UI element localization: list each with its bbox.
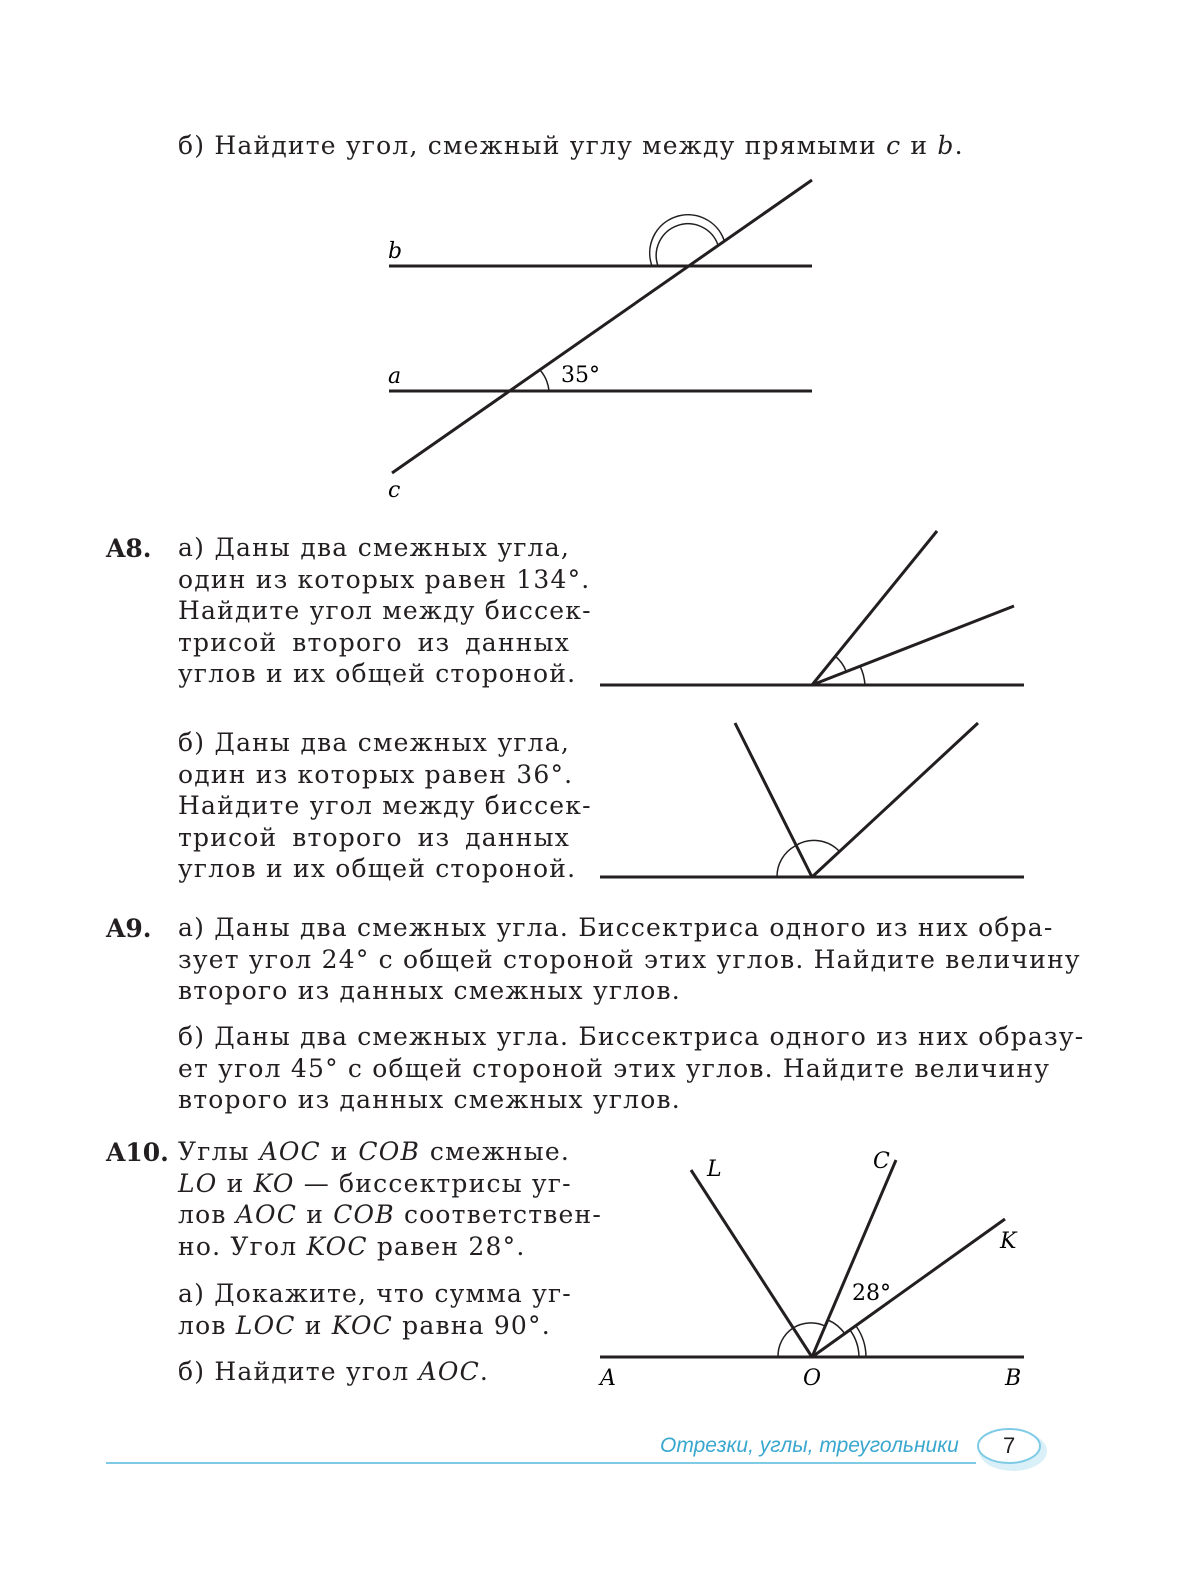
problem-a10-label: A10.	[106, 1138, 169, 1167]
t: — биссектрисы уг-	[294, 1168, 572, 1198]
problem-a9a	[178, 912, 1081, 1007]
angle-name: KOC	[306, 1231, 368, 1261]
a8a-line: углов и их общей стороной.	[178, 659, 577, 688]
label-b: b	[388, 239, 403, 264]
angle-arc	[835, 656, 846, 671]
label-B: B	[1005, 1366, 1022, 1391]
var-c: c	[886, 131, 902, 160]
angle-arc-double	[856, 1326, 866, 1357]
angle-name: LOC	[235, 1310, 296, 1340]
a10a-line	[178, 1310, 570, 1342]
angle-arc-35	[540, 370, 549, 391]
angle-arc-inner	[656, 224, 718, 266]
t: соответствен-	[394, 1200, 603, 1229]
problem-a10-statement	[178, 1136, 603, 1262]
label-a: a	[388, 364, 402, 389]
t: б) Найдите угол	[178, 1357, 419, 1386]
angle-28-label: 28°	[852, 1281, 891, 1306]
problem-a10a	[178, 1278, 570, 1341]
a9a-line: второго из данных смежных углов.	[178, 976, 681, 1005]
a8b-line: трисой второго из данных	[178, 822, 570, 852]
a8a-line: трисой второго из данных	[178, 627, 570, 657]
footer-title: Отрезки, углы, треугольники	[660, 1434, 959, 1457]
angle-name: COB	[358, 1137, 421, 1166]
t: Углы	[178, 1137, 260, 1166]
angle-name: AOC	[259, 1137, 321, 1166]
a9b-line: второго из данных смежных углов.	[178, 1085, 681, 1114]
t: равен 28°.	[367, 1231, 526, 1261]
ray-ol	[691, 1170, 812, 1357]
a8b-line: Найдите угол между биссек-	[178, 791, 592, 820]
a8b-line: один из которых равен 36°.	[178, 759, 574, 789]
intro-text: б) Найдите угол, смежный углу между прямыми	[178, 131, 887, 160]
a9a-line: зует угол 24° с общей стороной этих углов. Найдите величину	[178, 944, 1081, 974]
t: .	[479, 1357, 490, 1386]
a9a-line: а) Даны два смежных угла. Биссектриса одного из них обра-	[178, 913, 1054, 942]
angle-arc	[860, 666, 865, 685]
angle-name: KOC	[331, 1310, 393, 1340]
figure-a8a	[590, 525, 1040, 700]
t: и	[297, 1200, 334, 1229]
t: но. Угол	[178, 1231, 307, 1261]
period: .	[954, 131, 964, 160]
segment-name: LO	[178, 1168, 218, 1198]
a9b-line: б) Даны два смежных угла. Биссектриса одного из них образу-	[178, 1022, 1085, 1051]
t: равна 90°.	[392, 1310, 551, 1340]
problem-a8-label: A8.	[106, 534, 152, 563]
figure-a10	[590, 1140, 1040, 1400]
angle-arc-double	[850, 1330, 859, 1357]
angle-arc	[793, 1323, 825, 1328]
segment-name: KO	[253, 1168, 295, 1198]
angle-arc	[777, 846, 795, 877]
problem-a9-label: A9.	[106, 914, 152, 943]
line-c	[392, 180, 812, 473]
t: и	[217, 1168, 254, 1198]
t: и	[320, 1137, 359, 1166]
label-C: C	[873, 1149, 890, 1174]
a8a-line: а) Даны два смежных угла,	[178, 533, 570, 562]
a10-line	[178, 1199, 603, 1231]
ray-side	[812, 723, 978, 877]
problem-a10b	[178, 1356, 489, 1388]
t: и	[295, 1310, 332, 1340]
angle-35-label: 35°	[561, 363, 600, 388]
label-c: c	[388, 478, 401, 503]
t: лов	[178, 1310, 236, 1340]
a8b-line: углов и их общей стороной.	[178, 854, 577, 883]
label-K: K	[1000, 1229, 1017, 1254]
a10-line	[178, 1168, 570, 1200]
conj: и	[901, 131, 938, 160]
a10-line	[178, 1136, 570, 1168]
figure-a8b	[590, 715, 1040, 890]
problem-a9b	[178, 1021, 1085, 1116]
problem-a8b	[178, 727, 592, 885]
label-L: L	[707, 1157, 722, 1182]
t: лов	[178, 1200, 236, 1229]
angle-arc	[795, 840, 840, 852]
a8b-line: б) Даны два смежных угла,	[178, 728, 570, 757]
a10-line	[178, 1231, 570, 1263]
ray-bisector	[735, 723, 812, 877]
t: смежные.	[420, 1137, 571, 1166]
a9b-line: ет угол 45° с общей стороной этих углов. Найдите величину	[178, 1053, 1051, 1083]
angle-arc	[778, 1328, 793, 1357]
angle-name: COB	[333, 1200, 395, 1229]
a8a-line: один из которых равен 134°.	[178, 564, 591, 594]
label-O: O	[803, 1366, 822, 1391]
angle-name: AOC	[235, 1200, 298, 1229]
a8a-line: Найдите угол между биссек-	[178, 596, 592, 625]
problem-a8a	[178, 532, 592, 690]
a10a-line: а) Докажите, что сумма уг-	[178, 1279, 572, 1308]
figure-parallel-lines	[0, 0, 1200, 520]
angle-arc-28	[828, 1320, 845, 1334]
page-number: 7	[1003, 1433, 1016, 1458]
angle-name: AOC	[418, 1357, 480, 1386]
footer-rule	[106, 1462, 976, 1464]
label-A: A	[600, 1366, 616, 1391]
var-b: b	[937, 131, 955, 160]
